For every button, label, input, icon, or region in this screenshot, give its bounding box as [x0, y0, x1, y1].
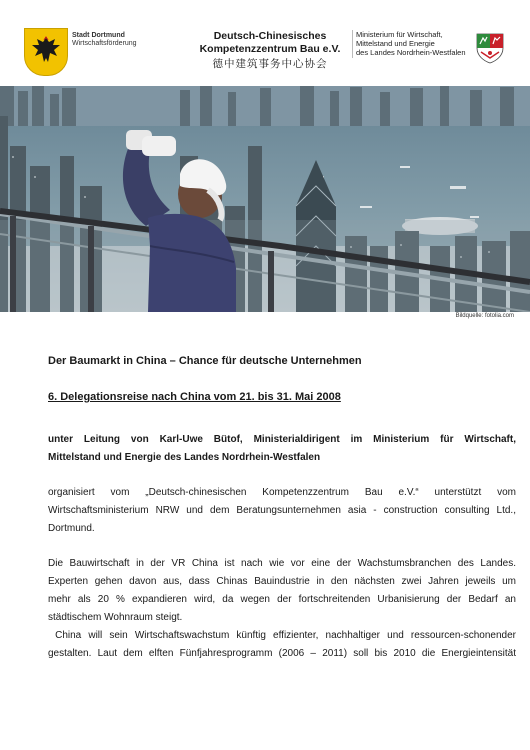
- association-line2: Kompetenzzentrum Bau e.V.: [199, 43, 341, 55]
- lead-line: Mittelstand und Energie des Landes Nordrhein-Westfalen: [48, 452, 321, 463]
- paragraph-line: gestalten. Laut dem elften Fünfjahresprogramm (2006 – 2011) soll bis 2010 die Energieintensität: [48, 648, 516, 659]
- dortmund-logo: [24, 28, 144, 74]
- ministry-label: [356, 30, 466, 57]
- document-body: [48, 354, 516, 659]
- photo-credit: Bildquelle: fotolia.com: [455, 313, 514, 319]
- paragraph-line: Experten gehen davon aus, dass Chinas Bauindustrie in den nächsten zwei Jahren jeweils um: [48, 576, 516, 587]
- ministry-line3: des Landes Nordrhein-Westfalen: [356, 48, 466, 57]
- dortmund-text: [72, 32, 137, 48]
- market-paragraph: [48, 555, 516, 663]
- nrw-coat-of-arms-icon: [474, 32, 506, 64]
- paragraph-line: städtischem Wohnraum steigt.: [48, 612, 183, 623]
- document-subtitle: 6. Delegationsreise nach China vom 21. bis 31. Mai 2008: [48, 391, 341, 403]
- dortmund-department: Wirtschaftsförderung: [72, 40, 137, 47]
- letterhead: [0, 0, 530, 86]
- association-chinese: 德中建筑事务中心协会: [212, 58, 328, 70]
- paragraph-line: organisiert vom „Deutsch-chinesischen Kompetenzzentrum Bau e.V.“ unterstützt vom: [48, 487, 516, 498]
- ministry-line2: Mittelstand und Energie: [356, 39, 435, 48]
- paragraph-line: mehr als 20 % expandieren wird, da wegen der fortschreitenden Urbanisierung der Bedarf an: [48, 594, 516, 605]
- ministry-divider: [352, 30, 353, 58]
- lead-paragraph: [48, 431, 516, 467]
- ministry-line1: Ministerium für Wirtschaft,: [356, 30, 443, 39]
- organizer-paragraph: [48, 484, 516, 538]
- association-title: [170, 30, 370, 71]
- paragraph-line: Wirtschaftsministerium NRW und dem Beratungsunternehmen asia - construction consulting Ltd.,: [48, 505, 516, 516]
- document-title: Der Baumarkt in China – Chance für deutsche Unternehmen: [48, 355, 362, 367]
- paragraph-line: Die Bauwirtschaft in der VR China ist nach wie vor eine der Wachstumsbranchen des Landes.: [48, 558, 516, 569]
- paragraph-line: Dortmund.: [48, 523, 95, 534]
- paragraph-line: China will sein Wirtschaftswachstum künftig effizienter, nachhaltiger und ressourcen-schonender: [48, 630, 516, 641]
- dortmund-eagle-icon: [24, 28, 68, 76]
- association-line1: Deutsch-Chinesisches: [213, 30, 327, 42]
- dortmund-name: Stadt Dortmund: [72, 32, 125, 39]
- cover-photo: [0, 86, 530, 312]
- lead-line: unter Leitung von Karl-Uwe Bütof, Ministerialdirigent im Ministerium für Wirtschaft,: [48, 434, 516, 445]
